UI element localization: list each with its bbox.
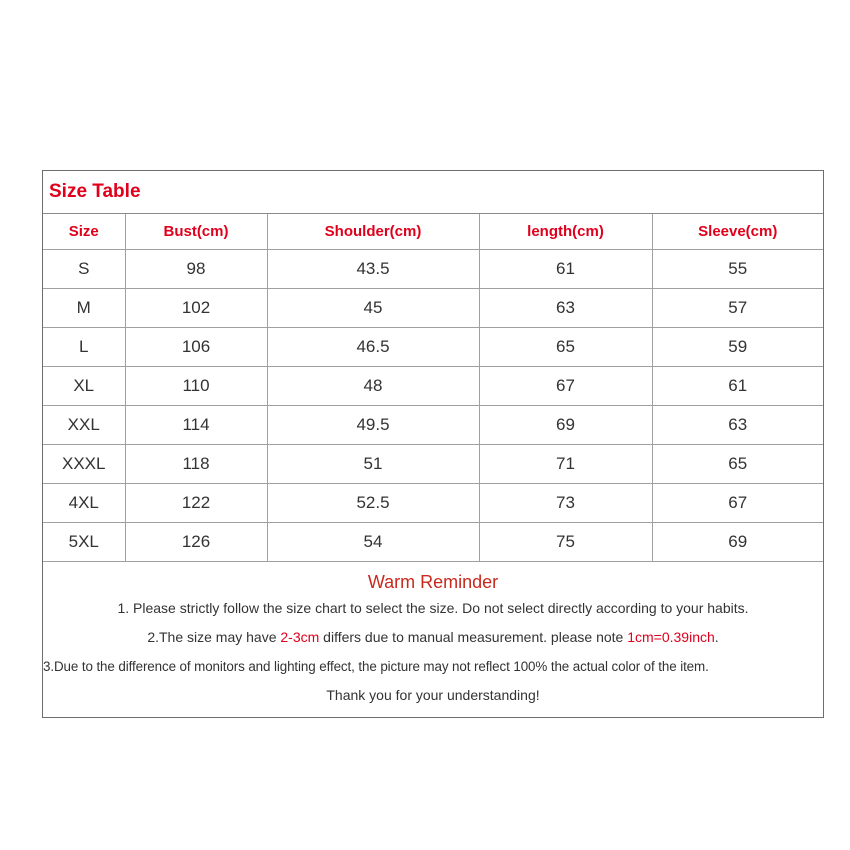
cell-sleeve: 63 <box>652 405 823 444</box>
cell-bust: 122 <box>125 483 267 522</box>
note-2-highlight-conversion: 1cm=0.39inch <box>627 628 715 645</box>
cell-bust: 118 <box>125 444 267 483</box>
cell-length: 61 <box>479 249 652 288</box>
reminder-title: Warm Reminder <box>367 571 499 592</box>
cell-bust: 126 <box>125 522 267 561</box>
table-row <box>43 444 823 483</box>
cell-shoulder: 51 <box>267 444 479 483</box>
cell-bust: 114 <box>125 405 267 444</box>
table-row <box>43 366 823 405</box>
cell-shoulder: 43.5 <box>267 249 479 288</box>
table-row <box>43 249 823 288</box>
cell-bust: 110 <box>125 366 267 405</box>
size-table <box>43 214 823 562</box>
table-row <box>43 522 823 561</box>
cell-bust: 106 <box>125 327 267 366</box>
cell-size: L <box>43 327 125 366</box>
cell-sleeve: 69 <box>652 522 823 561</box>
cell-length: 73 <box>479 483 652 522</box>
cell-size: 4XL <box>43 483 125 522</box>
cell-size: 5XL <box>43 522 125 561</box>
note-2-text: . <box>714 628 719 645</box>
cell-bust: 102 <box>125 288 267 327</box>
cell-shoulder: 54 <box>267 522 479 561</box>
cell-sleeve: 57 <box>652 288 823 327</box>
table-row <box>43 483 823 522</box>
cell-size: XXL <box>43 405 125 444</box>
title-row <box>43 171 823 214</box>
warm-reminder-section <box>43 570 823 710</box>
table-row <box>43 405 823 444</box>
note-2-text: differs due to manual measurement. please note <box>319 628 628 645</box>
note-2-text: 2.The size may have <box>147 628 281 645</box>
cell-size: XXXL <box>43 444 125 483</box>
cell-length: 65 <box>479 327 652 366</box>
cell-bust: 98 <box>125 249 267 288</box>
cell-length: 67 <box>479 366 652 405</box>
cell-shoulder: 49.5 <box>267 405 479 444</box>
cell-sleeve: 65 <box>652 444 823 483</box>
cell-shoulder: 45 <box>267 288 479 327</box>
column-header-sleeve: Sleeve(cm) <box>652 214 823 249</box>
table-header-row <box>43 214 823 249</box>
cell-size: XL <box>43 366 125 405</box>
reminder-note-2 <box>43 623 823 652</box>
cell-size: M <box>43 288 125 327</box>
note-2-highlight-range: 2-3cm <box>280 628 320 645</box>
page-title: Size Table <box>49 181 141 202</box>
cell-shoulder: 48 <box>267 366 479 405</box>
table-row <box>43 288 823 327</box>
cell-sleeve: 67 <box>652 483 823 522</box>
cell-length: 71 <box>479 444 652 483</box>
column-header-length: length(cm) <box>479 214 652 249</box>
cell-length: 75 <box>479 522 652 561</box>
reminder-note-4: Thank you for your understanding! <box>326 686 540 703</box>
reminder-note-3: 3.Due to the difference of monitors and lighting effect, the picture may not reflect 100% the actual color of the item. <box>43 658 709 674</box>
column-header-size: Size <box>43 214 125 249</box>
cell-shoulder: 46.5 <box>267 327 479 366</box>
size-chart-frame <box>42 170 824 718</box>
cell-length: 63 <box>479 288 652 327</box>
cell-sleeve: 61 <box>652 366 823 405</box>
cell-size: S <box>43 249 125 288</box>
column-header-shoulder: Shoulder(cm) <box>267 214 479 249</box>
cell-sleeve: 59 <box>652 327 823 366</box>
reminder-note-1: 1. Please strictly follow the size chart to select the size. Do not select directly according to your habits. <box>117 599 749 616</box>
cell-sleeve: 55 <box>652 249 823 288</box>
cell-shoulder: 52.5 <box>267 483 479 522</box>
column-header-bust: Bust(cm) <box>125 214 267 249</box>
table-row <box>43 327 823 366</box>
cell-length: 69 <box>479 405 652 444</box>
